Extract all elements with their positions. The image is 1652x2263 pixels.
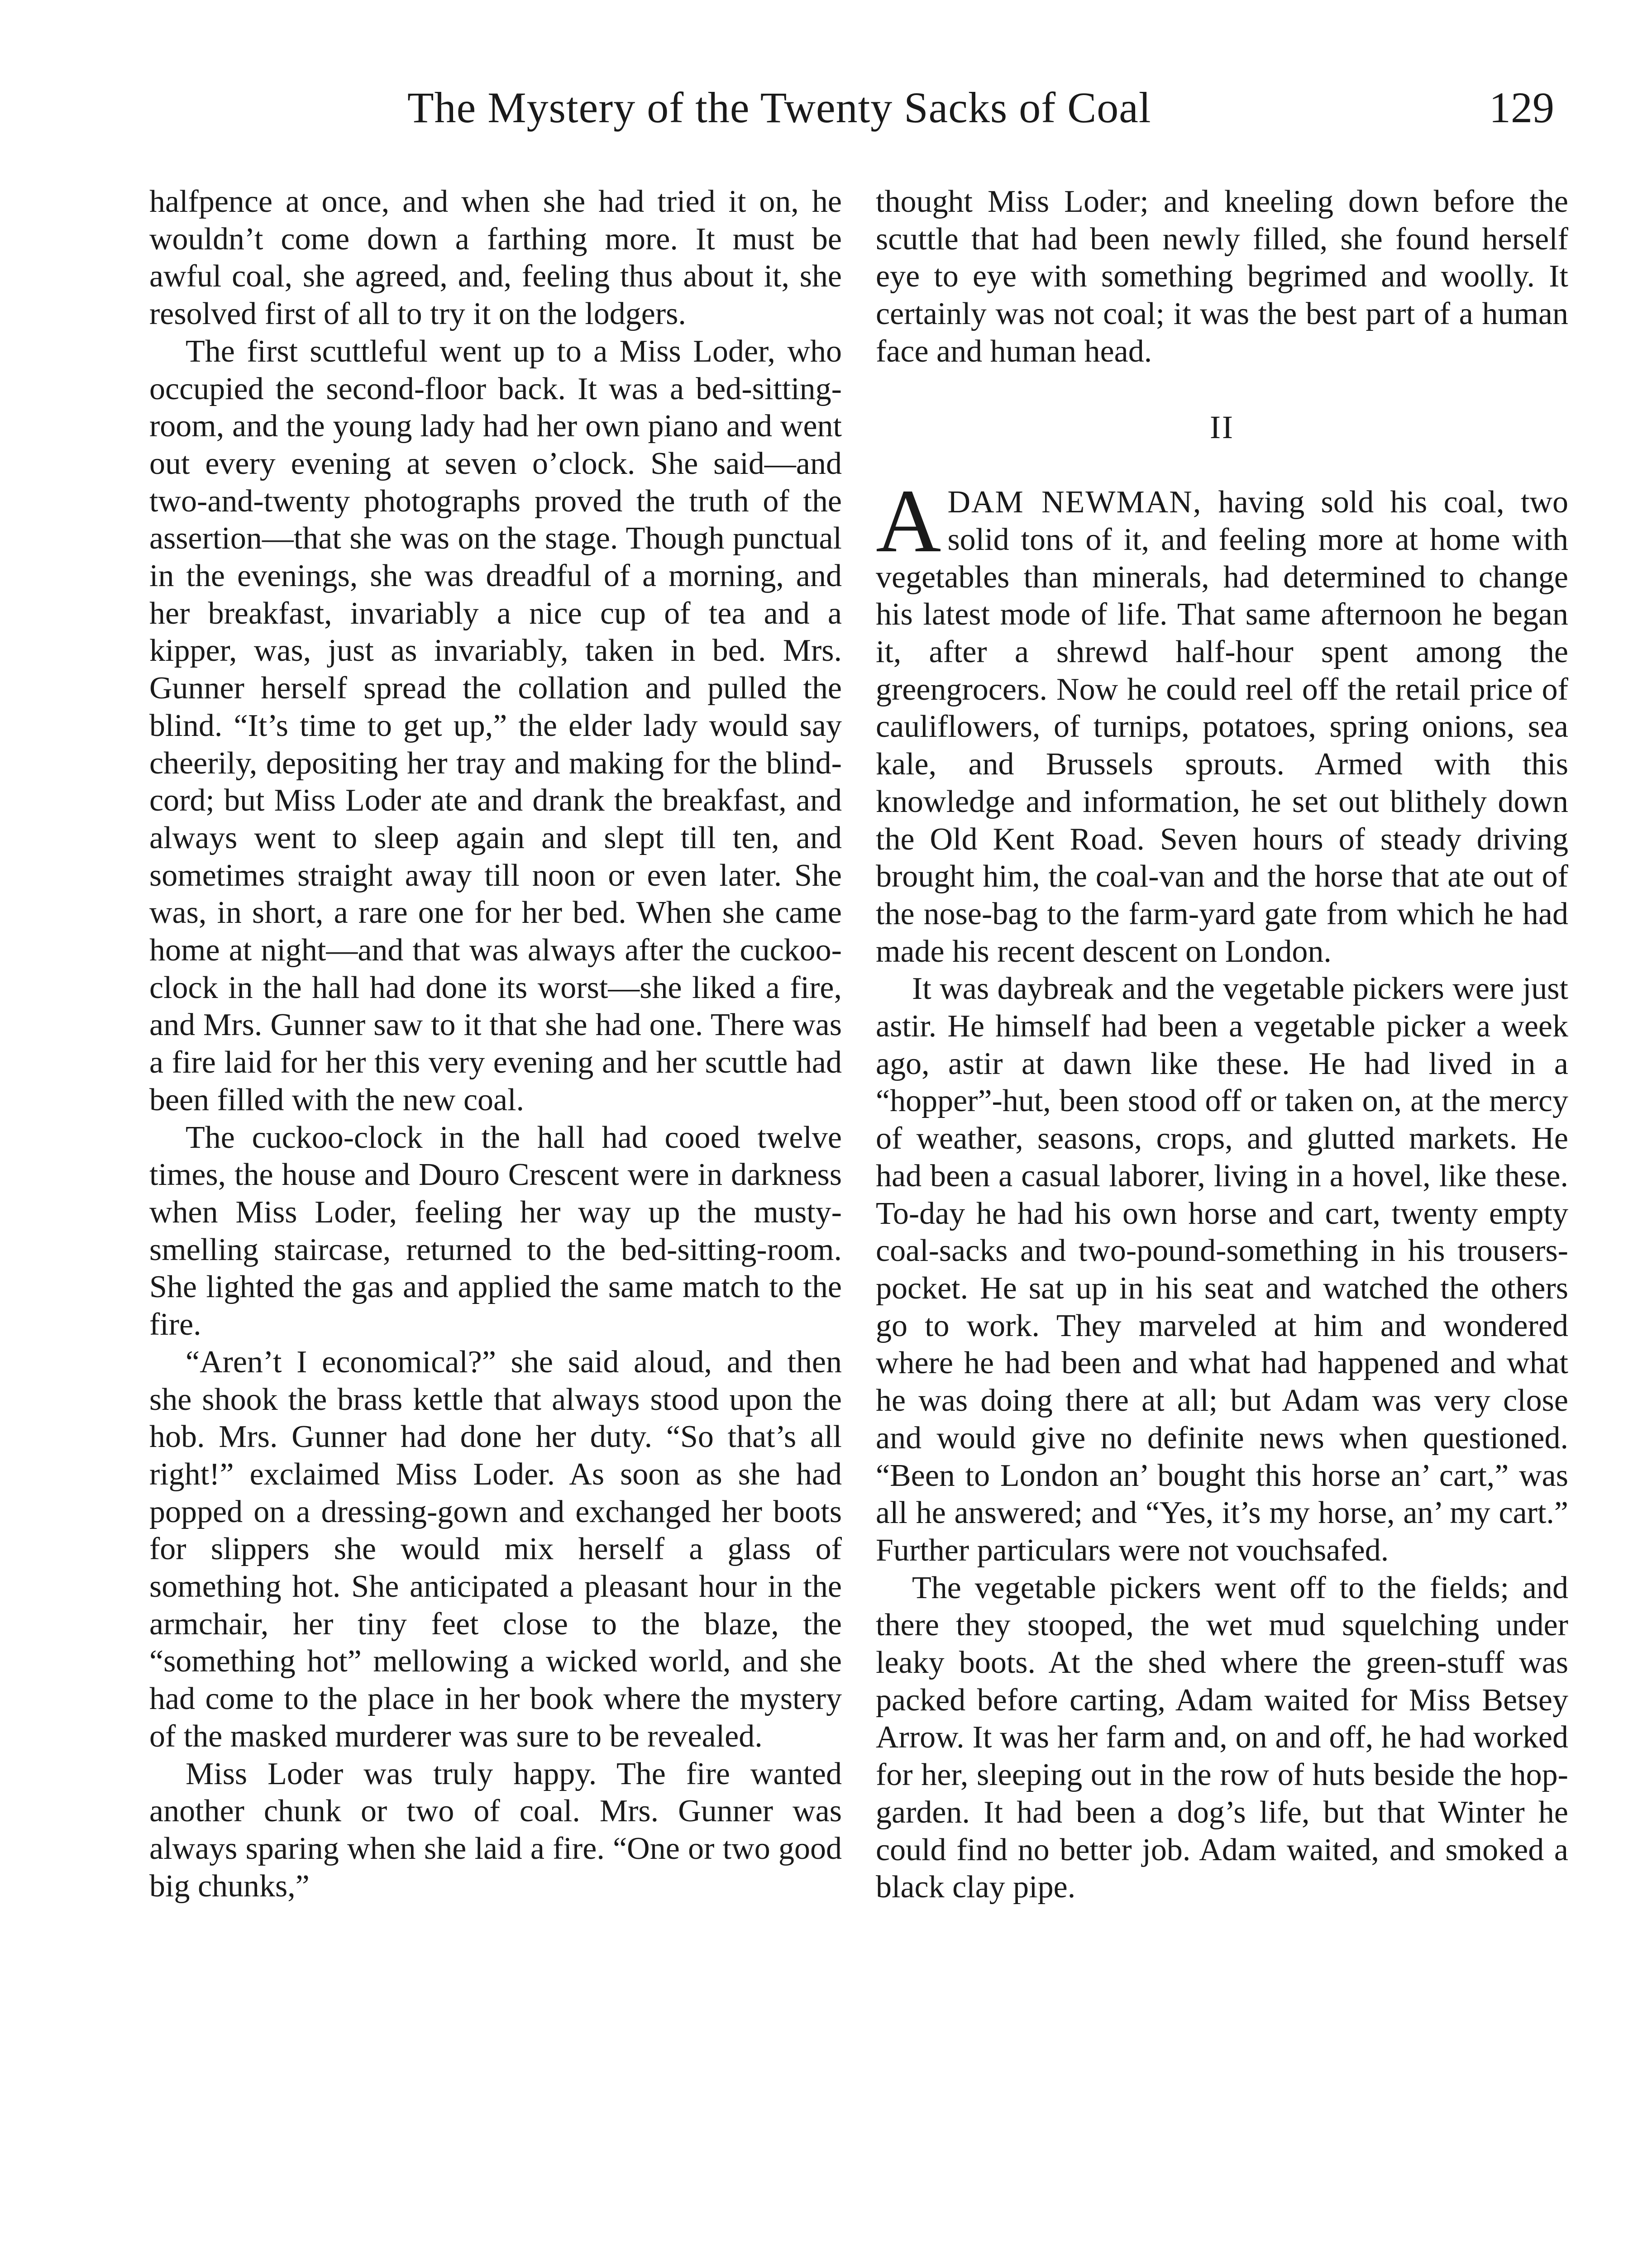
paragraph: halfpence at once, and when she had tried it on, he wouldn’t come down a farthing more. It must be awful coal, she agreed, and, feeling thus about it, she resolved first of all to try it on the lodgers. [149, 184, 842, 332]
left-column [149, 183, 842, 1905]
page-number: 129 [1489, 83, 1554, 132]
drop-cap: A [876, 471, 941, 572]
paragraph-text: having sold his coal, two solid tons of it, and feeling more at home with vegetables than minerals, had determined to change his latest mode of life. That same afternoon he began it, after a shrewd half-hour spent among the greengrocers. Now he could reel off the retail price of cauliflowers, of turnips, potatoes, spring onions, sea kale, and Brussels sprouts. Armed with this knowledge and information, he set out blithely down the Old Kent Road. Seven hours of steady driving brought him, the coal-van and the horse that ate out of the nose-bag to the farm-yard gate from which he had made his recent descent on London. [876, 485, 1568, 969]
paragraph: The first scuttleful went up to a Miss Loder, who occupied the second-floor back. It was a bed-sitting-room, and the young lady had her own piano and went out every evening at seven o’clock. She said—and two-and-twenty photographs proved the truth of the assertion—that she was on the stage. Though punctual in the evenings, she was dreadful of a morning, and her breakfast, invariably a nice cup of tea and a kipper, was, just as invariably, taken in bed. Mrs. Gunner herself spread the collation and pulled the blind. “It’s time to get up,” the elder lady would say cheerily, depositing her tray and making for the blind-cord; but Miss Loder ate and drank the breakfast, and always went to sleep again and slept till ten, and sometimes straight away till noon or even later. She was, in short, a rare one for her bed. When she came home at night—and that was always after the cuckoo-clock in the hall had done its worst—she liked a fire, and Mrs. Gunner saw to it that she had one. There was a fire laid for her this very evening and her scuttle had been filled with the new coal. [149, 334, 842, 1117]
paragraph: The vegetable pickers went off to the fields; and there they stooped, the wet mud squelching under leaky boots. At the shed where the green-stuff was packed before carting, Adam waited for Miss Betsey Arrow. It was her farm and, on and off, he had worked for her, sleeping out in the row of huts beside the hop-garden. It had been a dog’s life, but that Winter he could find no better job. Adam waited, and smoked a black clay pipe. [876, 1570, 1568, 1905]
right-column [876, 183, 1568, 1906]
running-title: The Mystery of the Twenty Sacks of Coal [407, 83, 1151, 132]
paragraph: “Aren’t I economical?” she said aloud, and then she shook the brass kettle that always stood upon the hob. Mrs. Gunner had done her duty. “So that’s all right!” exclaimed Miss Loder. As soon as she had popped on a dressing-gown and exchanged her boots for slippers she would mix herself a glass of something hot. She anticipated a pleasant hour in the armchair, her tiny feet close to the blaze, the “something hot” mellowing a wicked world, and she had come to the place in her book where the mystery of the masked murderer was sure to be revealed. [149, 1344, 842, 1754]
dropcap-paragraph [876, 471, 1568, 970]
paragraph: It was daybreak and the vegetable pickers were just astir. He himself had been a vegetable picker a week ago, astir at dawn like these. He had lived in a “hopper”-hut, been stood off or taken on, at the mercy of weather, seasons, crops, and glutted markets. He had been a casual laborer, living in a hovel, like these. To-day he had his own horse and cart, twenty empty coal-sacks and two-pound-something in his trousers-pocket. He sat up in his seat and watched the others go to work. They marveled at him and wondered where he had been and what had happened and what he was doing there at all; but Adam was very close and would give no definite news when questioned. “Been to London an’ bought this horse an’ cart,” was all he answered; and “Yes, it’s my horse, an’ my cart.” Further particulars were not vouchsafed. [876, 971, 1568, 1568]
paragraph: thought Miss Loder; and kneeling down before the scuttle that had been newly filled, she found herself eye to eye with something begrimed and woolly. It certainly was not coal; it was the best part of a human face and human head. [876, 184, 1568, 369]
section-heading: II [1210, 409, 1234, 445]
paragraph: The cuckoo-clock in the hall had cooed twelve times, the house and Douro Crescent were in darkness when Miss Loder, feeling her way up the musty-smelling staircase, returned to the bed-sitting-room. She lighted the gas and applied the same match to the fire. [149, 1120, 842, 1342]
small-caps-name: DAM NEWMAN, [947, 485, 1202, 520]
paragraph: Miss Loder was truly happy. The fire wanted another chunk or two of coal. Mrs. Gunner was always sparing when she laid a fire. “One or two good big chunks,” [149, 1756, 842, 1904]
